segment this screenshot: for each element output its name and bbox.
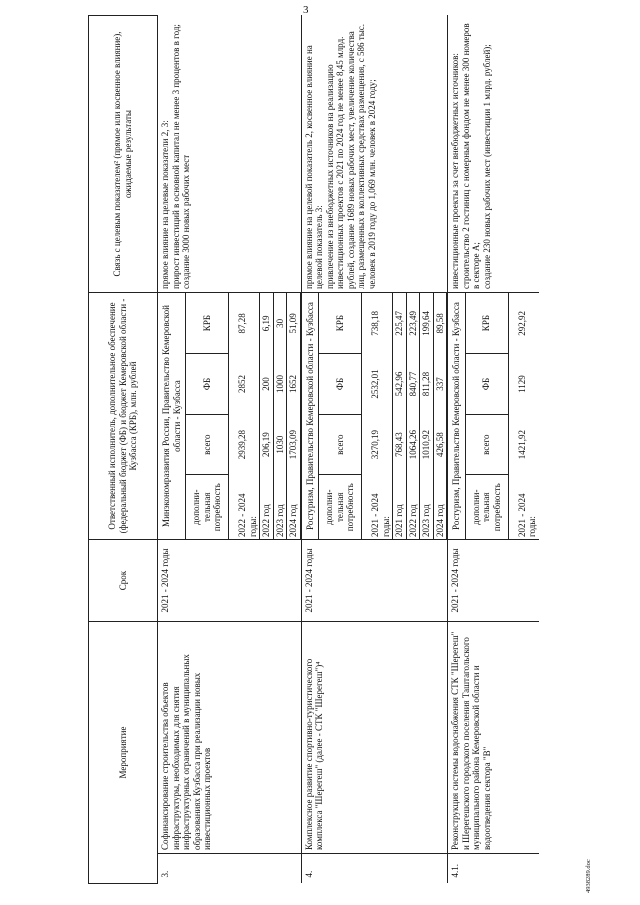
subheader-total: всего [319, 414, 362, 475]
funding-period: 2022 год [260, 475, 274, 539]
funding-krb: 30 [273, 293, 287, 354]
funding-fb: 1652 [287, 354, 301, 415]
funding-row [508, 293, 539, 539]
subheader-krb: КРБ [186, 293, 229, 354]
funding-krb: 199,64 [420, 293, 434, 354]
funding-total: 3270,19 [362, 414, 393, 475]
funding-krb: 738,18 [362, 293, 393, 354]
subheader-need: дополни- тельная потребность [465, 475, 508, 539]
row-executor-cell [158, 293, 302, 540]
funding-total: 1421,92 [516, 430, 527, 460]
funding-table [185, 293, 301, 539]
page-number: 3 [303, 4, 309, 16]
link-text: привлечение из внебюджетных источников на реализацию инвестиционных проектов с 2021 по 2024 год не менее 8,45 млрд. рублей, создание 1689 новых рабочих мест, увеличение количества лиц, размещенных в коллективных средствах размещения, с 586 тыс. человек в 2019 году до 1,069 млн. человек в 2024 году; [324, 23, 377, 289]
row-executor: Ростуризм, Правительство Кемеровской области - Кузбасса [304, 302, 315, 530]
funding-fb: 2852 [229, 354, 260, 415]
funding-krb: 87,28 [229, 293, 260, 354]
funding-period: 2021 - 2024 годы: [362, 475, 393, 539]
funding-period: 2021 год [393, 475, 407, 539]
row-term: 2021 - 2024 годы [301, 540, 448, 622]
funding-row [229, 293, 260, 539]
row-executor-cell [301, 293, 448, 540]
funding-row [433, 293, 447, 539]
subheader-total: всего [465, 414, 508, 475]
funding-row [260, 293, 274, 539]
funding-fb: 542,96 [393, 354, 407, 415]
link-text: строительство 2 гостиниц с номерным фондом не менее 300 номеров в секторе А; [460, 23, 482, 289]
link-text: прямое влияние на целевой показатель 2, косвенное влияние на целевой показатель 3: [303, 45, 325, 289]
funding-total: 426,58 [433, 414, 447, 475]
funding-fb: 840,77 [406, 354, 420, 415]
row-link [448, 16, 539, 293]
funding-total: 1010,92 [420, 414, 434, 475]
row-executor-cell [448, 293, 539, 540]
funding-fb: 1129 [516, 375, 527, 393]
row-event: Софинансирование строительства объектов инфраструктуры, необходимых для снятия инфраструктурных ограничений в муниципальных образованиях Кузбасса при реализации новых инвестиционных проектов [158, 622, 302, 854]
funding-krb: 292,92 [516, 310, 527, 336]
funding-krb: 51,09 [287, 293, 301, 354]
funding-total: 2939,28 [229, 414, 260, 475]
funding-row [362, 293, 393, 539]
funding-fb: 2532,01 [362, 354, 393, 415]
subheader-krb: КРБ [465, 293, 508, 354]
funding-row [287, 293, 301, 539]
funding-period: 2021 - 2024 годы: [516, 493, 538, 537]
table-row [301, 16, 448, 884]
subheader-need: дополни- тельная потребность [319, 475, 362, 539]
row-number: 3. [158, 854, 302, 884]
measures-table [88, 15, 539, 884]
funding-krb: 6,19 [260, 293, 274, 354]
row-link [158, 16, 302, 293]
funding-fb: 811,28 [420, 354, 434, 415]
funding-krb: 225,47 [393, 293, 407, 354]
row-number: 4.1. [448, 854, 539, 884]
link-text: прирост инвестиций в основной капитал не менее 3 процентов в год; [170, 24, 181, 289]
row-number: 4. [301, 854, 448, 884]
link-text: создание 3000 новых рабочих мест [181, 154, 192, 289]
funding-subheader [186, 293, 229, 539]
subheader-total: всего [186, 414, 229, 475]
funding-subheader [465, 293, 508, 539]
funding-period: 2023 год [273, 475, 287, 539]
funding-total: 1030 [273, 414, 287, 475]
row-executor: Минэкономразвития России, Правительство Кемеровской области - Кузбасса [161, 305, 182, 527]
subheader-krb: КРБ [319, 293, 362, 354]
funding-period: 2024 год [287, 475, 301, 539]
funding-fb: 200 [260, 354, 274, 415]
funding-period: 2022 год [406, 475, 420, 539]
header-event: Мероприятие [89, 622, 158, 884]
row-executor: Ростуризм, Правительство Кемеровской области - Кузбасса [451, 302, 462, 530]
header-executor: Ответственный исполнитель, дополнительное обеспечение (федеральный бюджет (ФБ) и бюджет Кемеровской области - Кузбасса (КРБ), млн. рублей [89, 293, 158, 540]
subheader-fb: ФБ [186, 354, 229, 415]
funding-total: 1064,26 [406, 414, 420, 475]
header-term: Срок [89, 540, 158, 622]
funding-period: 2022 - 2024 годы: [229, 475, 260, 539]
funding-period: 2023 год [420, 475, 434, 539]
funding-row [406, 293, 420, 539]
header-link: Связь с целевым показателем² (прямое или косвенное влияние), ожидаемые результаты [89, 16, 158, 293]
row-event: Комплексное развитие спортивно-туристического комплекса "Шерегеш" (далее - СТК "Шерегеш")⁴ [301, 622, 448, 854]
funding-fb: 337 [433, 354, 447, 415]
funding-row [393, 293, 407, 539]
funding-table [465, 293, 539, 539]
link-text: прямое влияние на целевые показатели 2, 3: [160, 120, 170, 289]
rotated-table-wrapper [88, 16, 558, 884]
funding-total: 768,43 [393, 414, 407, 475]
row-term: 2021 - 2024 годы [158, 540, 302, 622]
funding-period: 2024 год [433, 475, 447, 539]
funding-fb: 1000 [273, 354, 287, 415]
link-text: инвестиционные проекты за счет внебюджетных источников: [450, 53, 461, 289]
funding-krb: 89,58 [433, 293, 447, 354]
funding-subheader [319, 293, 362, 539]
funding-total: 206,19 [260, 414, 274, 475]
subheader-fb: ФБ [319, 354, 362, 415]
row-term: 2021 - 2024 годы [448, 540, 539, 622]
table-row [448, 16, 539, 884]
table-row [158, 16, 302, 884]
funding-row [273, 293, 287, 539]
funding-total: 1703,09 [287, 414, 301, 475]
subheader-fb: ФБ [465, 354, 508, 415]
funding-table [318, 293, 447, 539]
row-event: Реконструкция системы водоснабжения СТК "Шерегеш" и Шерегешского городского поселения Таштагольского муниципального района Кемеровской области и водоотведения сектора "В" [448, 622, 539, 854]
funding-krb: 223,49 [406, 293, 420, 354]
subheader-need: дополни- тельная потребность [186, 475, 229, 539]
funding-row [420, 293, 434, 539]
footer-filename: 4938289.doc [585, 859, 592, 893]
link-text: создание 230 новых рабочих мест (инвестиции 1 млрд. рублей); [481, 44, 492, 289]
row-link [301, 16, 448, 293]
